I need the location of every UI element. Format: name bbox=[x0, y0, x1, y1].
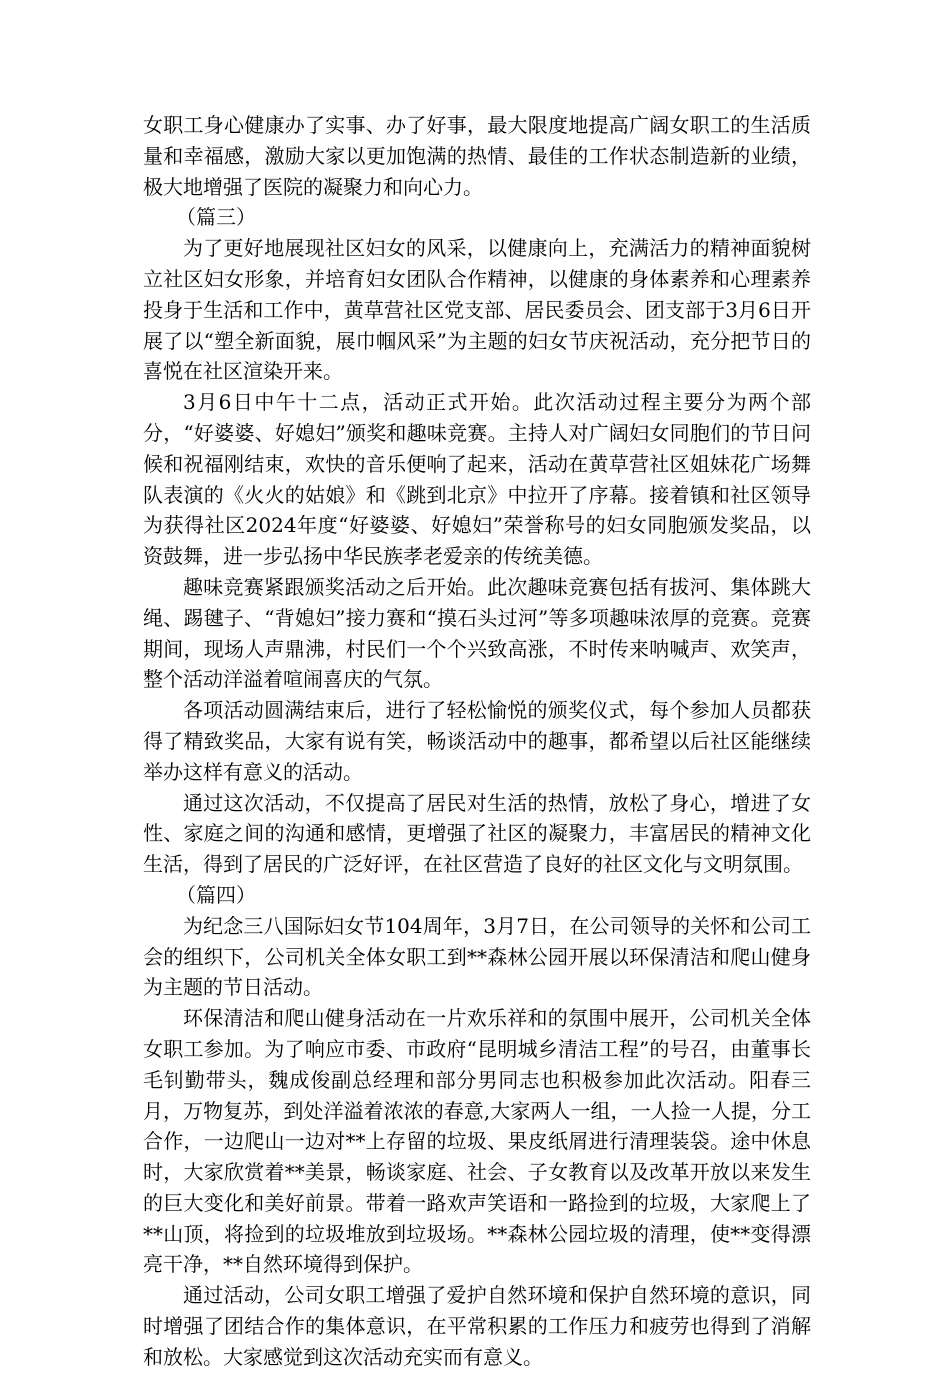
paragraph: 通过这次活动，不仅提高了居民对生活的热情，放松了身心，增进了女性、家庭之间的沟通和感情，更增强了社区的凝聚力，丰富居民的精神文化生活，得到了居民的广泛好评，在社区营造了良好的社区文化与文明氛围。 bbox=[143, 790, 811, 877]
section-heading-3: （篇三） bbox=[176, 205, 256, 230]
paragraph: 为纪念三八国际妇女节104周年，3月7日，在公司领导的关怀和公司工会的组织下，公司机关全体女职工到**森林公园开展以环保清洁和爬山健身为主题的节日活动。 bbox=[143, 913, 811, 1000]
paragraph: 通过活动，公司女职工增强了爱护自然环境和保护自然环境的意识，同时增强了团结合作的集体意识，在平常积累的工作压力和疲劳也得到了消解和放松。大家感觉到这次活动充实而有意义。 bbox=[143, 1283, 811, 1369]
paragraph: 3月6日中午十二点，活动正式开始。此次活动过程主要分为两个部分，“好婆婆、好媳妇”颁奖和趣味竞赛。主持人对广阔妇女同胞们的节日问候和祝福刚结束，欢快的音乐便响了起来，活动在黄草营社区姐妹花广场舞队表演的《火火的姑娘》和《跳到北京》中拉开了序幕。接着镇和社区领导为获得社区2024年度“好婆婆、好媳妇”荣誉称号的妇女同胞颁发奖品，以资鼓舞，进一步弘扬中华民族孝老爱亲的传统美德。 bbox=[143, 390, 811, 569]
paragraph: 各项活动圆满结束后，进行了轻松愉悦的颁奖仪式，每个参加人员都获得了精致奖品，大家有说有笑，畅谈活动中的趣事，都希望以后社区能继续举办这样有意义的活动。 bbox=[143, 698, 811, 784]
paragraph: 环保清洁和爬山健身活动在一片欢乐祥和的氛围中展开，公司机关全体女职工参加。为了响应市委、市政府“昆明城乡清洁工程”的号召，由董事长毛钊勤带头，魏成俊副总经理和部分男同志也积极参加此次活动。阳春三月，万物复苏，到处洋溢着浓浓的春意,大家两人一组，一人捡一人提，分工合作，一边爬山一边对**上存留的垃圾、果皮纸屑进行清理装袋。途中休息时，大家欣赏着**美景，畅谈家庭、社会、子女教育以及改革开放以来发生的巨大变化和美好前景。带着一路欢声笑语和一路捡到的垃圾，大家爬上了**山顶，将捡到的垃圾堆放到垃圾场。**森林公园垃圾的清理，使**变得漂亮干净，**自然环境得到保护。 bbox=[143, 1006, 811, 1277]
paragraph-continuation: 女职工身心健康办了实事、办了好事，最大限度地提高广阔女职工的生活质量和幸福感，激励大家以更加饱满的热情、最佳的工作状态制造新的业绩，极大地增强了医院的凝聚力和向心力。 bbox=[143, 113, 811, 199]
document-page bbox=[143, 110, 811, 1373]
paragraph: 趣味竞赛紧跟颁奖活动之后开始。此次趣味竞赛包括有拔河、集体跳大绳、踢毽子、“背媳妇”接力赛和“摸石头过河”等多项趣味浓厚的竞赛。竞赛期间，现场人声鼎沸，村民们一个个兴致高涨，不时传来呐喊声、欢笑声，整个活动洋溢着喧闹喜庆的气氛。 bbox=[143, 574, 811, 692]
paragraph: 为了更好地展现社区妇女的风采，以健康向上，充满活力的精神面貌树立社区妇女形象，并培育妇女团队合作精神，以健康的身体素养和心理素养投身于生活和工作中，黄草营社区党支部、居民委员会、团支部于3月6日开展了以“塑全新面貌，展巾帼风采”为主题的妇女节庆祝活动，充分把节日的喜悦在社区渲染开来。 bbox=[143, 236, 811, 384]
section-heading-4: （篇四） bbox=[176, 882, 256, 907]
